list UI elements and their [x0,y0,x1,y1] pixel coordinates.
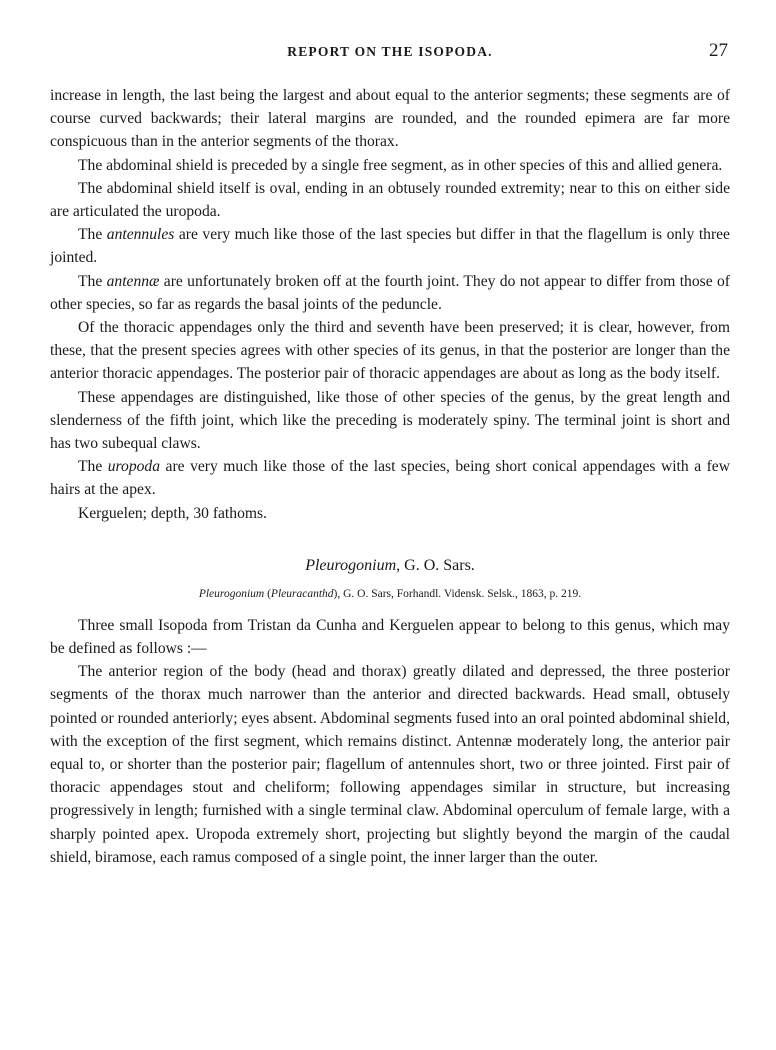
paragraph [50,386,730,456]
paragraph [50,270,730,316]
text-run: The [78,458,108,476]
section-gap [50,525,730,555]
italic-term: antennæ [106,272,160,290]
text-run: ), G. O. Sars, Forhandl. Vidensk. Selsk., 1863, p. 219. [333,587,582,600]
text-run: These appendages are distinguished, like those of other species of the genus, by the great length and slenderness of the fifth joint, which like the preceding is moderately spiny. The terminal joint is short and has two subequal claws. [50,388,730,453]
page-header [50,40,730,68]
italic-term: Pleurogonium [305,556,397,574]
italic-term: antennules [106,226,175,244]
text-run: ( [264,587,271,600]
italic-term: uropoda [107,458,161,476]
text-run: are very much like those of the last species but differ in that the flagellum is only three jointed. [50,226,730,267]
text-run: Of the thoracic appendages only the third and seventh have been preserved; it is clear, however, from these, that the present species agrees with other species of its genus, in that the posterior are longer than the anterior thoracic appendages. The posterior pair of thoracic appendages are about as long as the body itself. [50,319,730,383]
paragraph [50,223,730,269]
text-run: The abdominal shield is preceded by a single free segment, as in other species of this and allied genera. [78,156,723,174]
text-run: The abdominal shield itself is oval, ending in an obtusely rounded extremity; near to this on either side are articulated the uropoda. [50,179,730,221]
text-run: are very much like those of the last species, being short conical appendages with a few hairs at the apex. [50,458,730,499]
section-paragraph-list [50,614,730,869]
paragraph [50,177,730,223]
running-title: REPORT ON THE ISOPODA. [287,44,493,59]
paragraph [50,660,730,869]
paragraph [50,502,730,525]
text-run: , G. O. Sars. [396,556,475,574]
page-number: 27 [709,40,728,61]
paragraph [50,154,730,177]
section-citation [50,586,730,602]
text-run: The [78,226,107,244]
text-run: Three small Isopoda from Tristan da Cunha and Kerguelen appear to belong to this genus, which may be defined as follows :— [50,616,730,658]
italic-term: Pleurogonium [198,587,265,600]
text-run: increase in length, the last being the largest and about equal to the anterior segments; these segments are of course curved backwards; their lateral margins are rounded, and the rounded epimera are far more conspicuous than in the anterior segments of the thorax. [50,87,730,151]
paragraph [50,84,730,154]
text-run: The anterior region of the body (head and thorax) greatly dilated and depressed, the three posterior segments of the thorax much narrower than the anterior and directed backwards. Head small, obtusely pointed or rounded anteriorly; eyes absent. Abdominal segments fused into an oral pointed abdominal shield, with the exception of the first segment, which remains distinct. Antennæ moderately long, the anterior pair equal to, or shorter than the posterior pair; flagellum of antennules short, two or three jointed. First pair of thoracic appendages stout and cheliform; following appendages similar in structure, but increasing progressively in length; furnished with a single terminal claw. Abdominal operculum of female large, with a sharply pointed apex. Uropoda extremely short, projecting but slightly beyond the margin of the caudal shield, biramose, each ramus composed of a single point, the inner larger than the outer. [50,663,730,866]
text-run: The [78,272,107,290]
text-run: Kerguelen; depth, 30 fathoms. [78,504,267,522]
section-title [50,555,730,577]
paragraph [50,614,730,660]
body-text [50,84,730,869]
paragraph [50,455,730,501]
paragraph [50,316,730,386]
text-run: are unfortunately broken off at the fourth joint. They do not appear to differ from those of other species, so far as regards the basal joints of the peduncle. [50,272,730,313]
italic-term: Pleuracanthd [270,587,334,600]
paragraph-list [50,84,730,525]
